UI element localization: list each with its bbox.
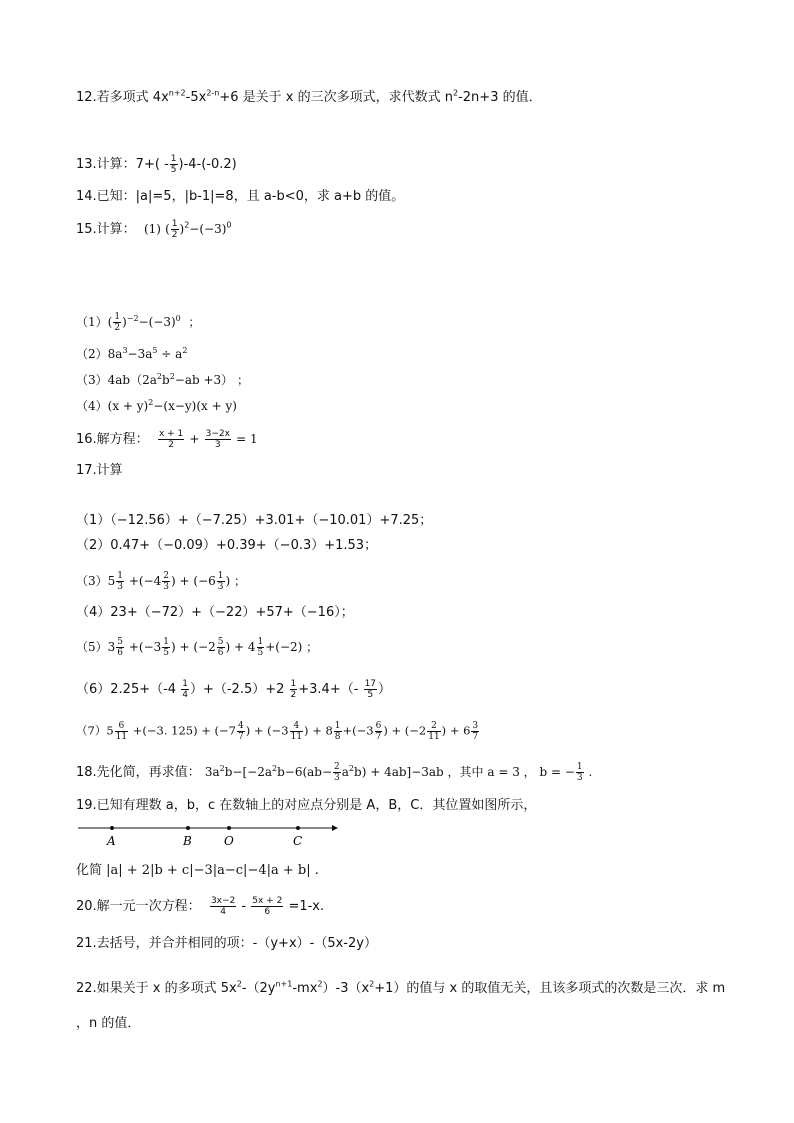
problem-20: 20.解一元一次方程： $\frac{3x-2}{4}$ - $\frac{5x + 2}{6}$ =1-x. (76, 896, 325, 917)
problem-17-sub-4: （4）23+（−72）+（−22）+57+（−16）； (76, 605, 354, 620)
problem-16: 16.解方程： $\frac{x + 1}{2}$ + $\frac{3-2x}{3}$ = 1 (76, 429, 258, 450)
problem-15-sub-3: $(3)4ab(2a^2b^2-ab +3)$ ； (76, 372, 249, 387)
problem-17-sub-2: （2）0.47+（−0.09）+0.39+（−0.3）+1.53； (76, 538, 378, 553)
point-b (186, 826, 190, 830)
problem-15-sub-1: （1）( $\frac{1}{2}$ )$^{-2}-(-3)^0$ ； (76, 312, 201, 333)
point-o (227, 826, 231, 830)
problem-21: 21.去括号，并合并相同的项：-（y+x）-（5x-2y） (76, 936, 377, 951)
label-b: B (183, 834, 192, 848)
problem-15: 15.计算： (1) ( $\frac{1}{2}$ )$^2-(-3)^0$ (76, 219, 232, 240)
problem-12: 12.若多项式 $4x^{n+2}-5x^{2-n}+6$ 是关于 x 的三次多项式，求代数式 $n^2-2n+3$ 的值． (76, 88, 542, 105)
problem-17-sub-7: （7）5 $\frac{6}{11}$ +(−3. 125) + (−7 $\frac{4}{7}$ ) + (−3 $\frac{4}{11}$ ) + 8 $\frac{1}{8}$ +(−3 $\frac{6}{7}$ ) + (−2 $\frac{2}{11}$ ) + 6 $\frac{3}{7}$ (76, 721, 479, 742)
problem-17-sub-6: （6）2.25+（-4 $\frac{1}{4}$ ）+（-2.5）+2 $\frac{1}{2}$ +3.4+（- $\frac{17}{5}$ ） (76, 679, 392, 700)
problem-17: 17.计算 (76, 463, 123, 478)
point-c (296, 826, 300, 830)
arrow-head-icon (332, 825, 338, 831)
problem-15-sub-4: $(4)(x + y)^2-(x-y)(x + y)$ (76, 398, 237, 413)
problem-14: 14.已知：|a|=5，|b-1|=8，且 a-b<0，求 a+b 的值。 (76, 189, 405, 204)
fraction: $\frac{1}{5}$ (170, 154, 177, 175)
problem-17-sub-5: （5）3 $\frac{5}{6}$ +(−3 $\frac{1}{5}$ ) + (−2 $\frac{5}{6}$ ) + 4 $\frac{1}{5}$ +(−2) ； (76, 637, 319, 658)
problem-15-sub-2: $(2)8a^3-3a^5 \div a^2$ (76, 346, 188, 361)
problem-18: 18.先化简，再求值： $3a^2b-[-2a^2b-6(ab-$ $\frac{2}{3}$ $a^2b) + 4ab]-3ab$ ，其中 a = 3 ， b = − $\frac{1}{3}$ . (76, 762, 593, 783)
label-a: A (107, 834, 116, 848)
problem-17-sub-1: （1）（−12.56）+（−7.25）+3.01+（−10.01）+7.25； (76, 513, 433, 528)
problem-22-line-2: ，n 的值． (76, 1016, 141, 1031)
label-c: C (293, 834, 303, 848)
number-line (76, 823, 338, 853)
problem-13: 13.计算：7+( - $\frac{1}{5}$ )-4-(-0.2) (76, 154, 237, 175)
problem-19: 19.已知有理数 a，b，c 在数轴上的对应点分别是 A，B，C．其位置如图所示， (76, 798, 537, 813)
point-a (110, 826, 114, 830)
problem-17-sub-3: （3）5 $\frac{1}{3}$ +(−4 $\frac{2}{3}$ ) + (−6 $\frac{1}{3}$ ) ； (76, 571, 246, 592)
problem-19-simplify: 化简 |a| + 2|b + c|−3|a−c|−4|a + b| . (76, 863, 319, 878)
label-o: O (224, 834, 234, 848)
problem-22: 22.如果关于 x 的多项式 $5x^2-(2y^{n+1}-mx^2)-3(x^2+1)$的值与 x 的取值无关，且该多项式的次数是三次．求 m (76, 979, 726, 996)
